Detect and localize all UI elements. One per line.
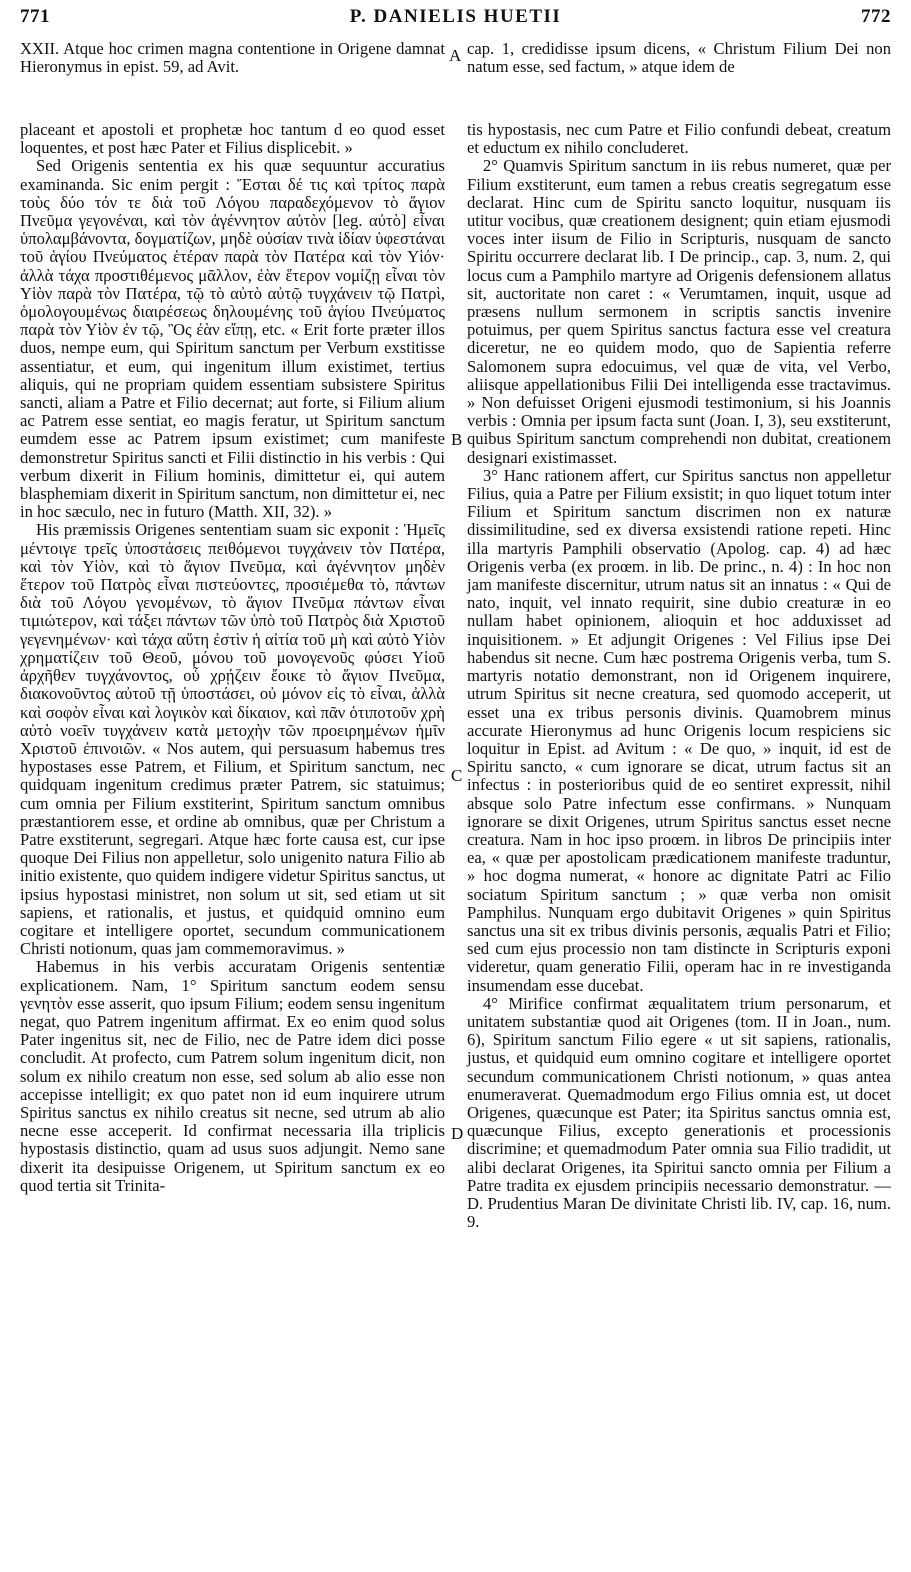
left-paragraph: placeant et apostoli et prophetæ hoc tantum d eo quod esset loquentes, et post hæc Pater et Filius displicebit. » [20,120,445,158]
margin-marker-b: B [451,430,463,449]
top-left-text: XXII. Atque hoc crimen magna contentione in Origene damnat Hieronymus in epist. 59, ad Avit. [20,39,445,77]
margin-marker-d: D [451,1124,464,1143]
right-paragraph: 3° Hanc rationem affert, cur Spiritus sanctus non appelletur Filius, quia a Patre per Filium exsistit; in quo liquet totum inter Filium et Spiritum sanctum discrimen non ex naturæ dissimilitudine, sed ex diversa exsistendi ratione repeti. Hinc illa martyris Pamphili observatio (Apolog. cap. 4) ad hæc Origenis verba (ex proœm. in lib. De princ., n. 4) : In hoc non jam manifeste discernitur, utrum natus sit an innatus : « Qui de nato, inquit, vel innato requirit, sine dubio creaturæ in eo nullam habet opinionem, alioquin et hoc adduxisset ad inquisitionem. » Et adjungit Origenes : Vel Filius ipse Dei habendus sit necne. Cum hæc postrema Origenis verba, tum S. martyris notatio demonstrant, non id Origenem inquirere, utrum Spiritus sit necne creatura, sed quomodo acceperit, ut esset una ex tribus personis divinis. Quamobrem minus accurate Hieronymus ad hunc Origenis locum respiciens sic loquitur in Epist. ad Avitum : « De quo, » inquit, id est de Spiritu sancto, « cum ignorare se dicat, utrum factus sit an infectus : in posterioribus quid de eo sentiret expressit, nihil absque solo Patre infectum esse confirmans. » Nunquam ignorare se dixit Origenes, utrum Spiritus sanctus esset necne creatura. Nam in hoc ipso proœm. in libros De principiis inter ea, « quæ per apostolicam prædicationem manifeste traduntur, » hoc dogma numerat, « honore ac dignitate Patri ac Filio sociatum Spiritum sanctum ; » quæ verba non omisit Pamphilus. Nunquam ergo dubitavit Origenes » quin Spiritus sanctus una sit ex tribus divinis personis, æqualis Patri et Filio; sed cum ejus processio non tam distincte in Scripturis exponi videretur, quam generatio Filii, operam hac in re investiganda insumendam esse ducebat. [467,465,891,995]
left-paragraph: His præmissis Origenes sententiam suam sic exponit : Ἡμεῖς μέντοιγε τρεῖς ὑποστάσεις πειθόμενοι τυγχάνειν τὸν Πατέρα, καὶ τὸν Υἱὸν, καὶ τὸ ἅγιον Πνεῦμα, καὶ ἀγέννητον μηδὲν ἕτερον τοῦ Πατρὸς εἶναι πιστεύοντες, προσιέμεθα τὸ, πάντων διὰ τοῦ Λόγου γενομένων, τὸ ἅγιον Πνεῦμα πάντων εἶναι τιμιώτερον, καὶ τάξει πάντων τῶν ὑπὸ τοῦ Πατρὸς διὰ Χριστοῦ γεγενημένων· καὶ τάχα αὕτη ἐστὶν ἡ αἰτία τοῦ μὴ καὶ αὐτὸ Υἱὸν χρηματίζειν τοῦ Θεοῦ, μόνου τοῦ μονογενοῦς φύσει Υἱοῦ ἀρχῆθεν τυγχάνοντος, οὗ χρῄζειν ἔοικε τὸ ἅγιον Πνεῦμα, διακονοῦντος αὐτοῦ τῇ ὑποστάσει, οὐ μόνον εἰς τὸ εἶναι, ἀλλὰ καὶ σοφὸν εἶναι καὶ λογικὸν καὶ δίκαιον, καὶ πᾶν ὁτιποτοῦν χρὴ αὐτὸ νοεῖν τυγχάνειν κατὰ μετοχὴν τῶν προειρημένων ἡμῖν Χριστοῦ ἐπινοιῶν. « Nos autem, qui persuasum habemus tres hypostases esse Patrem, et Filium, et Spiritum sanctum, nec quidquam ingenitum credimus præter Patrem, sic statuimus; cum omnia per Filium exstiterint, Spiritum sanctum omnibus præstantiorem esse, et ordine ab omnibus, quæ per Christum a Patre exstiterunt, segregari. Atque hæc forte causa est, cur ipse quoque Dei Filius non appelletur, solo unigenito natura Filio ab initio existente, quo quidem indigere videtur Spiritus sanctus, ut ipsius hypostasi ministret, non solum ut sit, sed etiam ut sit sapiens, et rationalis, et justus, et quidquid omnino eum cogitare et intelligere oportet, secundum communicationem Christi notionum, quas jam commemoravimus. » [20,520,445,959]
page-number-right: 772 [861,6,891,27]
right-paragraph: 2° Quamvis Spiritum sanctum in iis rebus numeret, quæ per Filium exstiterunt, eum tamen a rebus creatis segregatum esse declarat. Hinc cum de Spiritu sancto loquitur, nusquam iis utitur vocibus, quæ creationem designent; quin etiam ejusmodi voces inter iisum de Filio in Scripturis, nusquam de sancto Spiritu occurrere declarat lib. I De princip., cap. 3, num. 2, qui locus cum a Pamphilo martyre ad Origenis defensionem allatus sit, auctoritate non caret : « Verumtamen, inquit, usque ad præsens nullum sermonem in scriptis sanctis invenire potuimus, per quem Spiritus sanctus factura esse vel creatura diceretur, ne eo quidem modo, quo de Sapientia referre Salomonem supra edocuimus, vel quæ de vita, vel Verbo, aliisque appellationibus Filii Dei intelligenda esse tractavimus. » Non defuisset Origeni ejusmodi testimonium, si his Joannis verbis : Omnia per ipsum facta sunt (Joan. I, 3), seu exstiterunt, quibus Spiritum sanctum comprehendi non dubitat, creationem designari existimasset. [467,156,891,467]
left-paragraph: Sed Origenis sententia ex his quæ sequuntur accuratius examinanda. Sic enim pergit : Ἔσται δέ τις καὶ τρίτος παρὰ τοὺς δύο τόν τε διὰ τοῦ Λόγου παραδεχόμενον τὸ ἅγιον Πνεῦμα γεγονέναι, καὶ τὸν ἀγέννητον αὐτὸν [leg. αὐτὸ] εἶναι ὑπολαμβάνοντα, δογματίζων, μηδὲ οὐσίαν τινὰ ἰδίαν ὑφεστάναι τοῦ ἁγίου Πνεύματος ἑτέραν παρὰ τὸν Πατέρα καὶ τὸν Υἱόν· ἀλλὰ τάχα προστιθέμενος μᾶλλον, ἐὰν ἕτερον νομίζῃ εἶναι τὸν Υἱὸν παρὰ τὸν Πατέρα, τῷ τὸ αὐτὸ αὐτῷ τυγχάνειν τῷ Πατρὶ, ὁμολογουμένως διαιρέσεως δηλουμένης τοῦ ἁγίου Πνεύματος παρὰ τὸν Υἱὸν ἐν τῷ, Ὃς ἐὰν εἴπῃ, etc. « Erit forte præter illos duos, nempe eum, qui Spiritum sanctum per Verbum exstitisse assentiatur, et eum, qui ingenitum illum existimet, tertius aliquis, qui ne propriam quidem essentiam subsistere Spiritus sancti, aliam a Patre et Filio decernat; aut forte, si Filium alium ac Patrem esse sentiat, eo magis feratur, ut Spiritum sanctum eumdem esse ac Patrem ipsum existimet; cum manifeste demonstretur Spiritus sancti et Filii distinctio in his verbis : Qui verbum dixerit in Filium hominis, dimittetur ei, qui autem blasphemiam dixerit in Spiritum sanctum, non dimittetur ei, nec in hoc sæculo, nec in futuro (Matth. XII, 32). » [20,156,445,522]
left-column [20,121,445,1195]
running-title: P. DANIELIS HUETII [349,6,562,27]
margin-marker-c: C [451,766,463,785]
margin-marker-a: A [449,46,462,65]
right-column [467,121,891,1231]
top-left-paragraph [20,40,445,76]
right-paragraph: tis hypostasis, nec cum Patre et Filio confundi debeat, creatum et eductum ex nihilo concluderet. [467,120,891,158]
page-number-left: 771 [20,6,50,27]
top-right-text: cap. 1, credidisse ipsum dicens, « Christum Filium Dei non natum esse, sed factum, » atque idem de [467,39,891,77]
left-paragraph: Habemus in his verbis accuratam Origenis sententiæ explicationem. Nam, 1° Spiritum sanctum eodem sensu γενητὸν esse asserit, quo ipsum Filium; eodem sensu ingenitum negat, quo Patrem ingenitum affirmat. Ex eo enim quod solus Pater ingenitus sit, nec de Filio, nec de Patre idem dici posse concludit. At profecto, cum Patrem solum ingenitum dicit, non solum ex nihilo creatum non esse, sed solum ab alio esse non accepisse intelligit; ex quo patet non id eum inquirere utrum Spiritus sanctus ex nihilo creatus sit necne, sed utrum ab alio necne esse acceperit. Id confirmat necessaria illa triplicis hypostasis distinctio, quam ad usus suos adjungit. Nemo sane dixerit ita desipuisse Origenem, ut Spiritum sanctum ex eo quod tertia sit Trinita- [20,957,445,1195]
right-paragraph: 4° Mirifice confirmat æqualitatem trium personarum, et unitatem substantiæ quod ait Origenes (tom. II in Joan., num. 6), Spiritum sanctum Filio egere « ut sit sapiens, rationalis, justus, et quidquid eum omnino cogitare et intelligere oportet secundum communicationem Christi notionum, » quas antea enumeraverat. Quemadmodum ergo Filius omnia est, ut docet Origenes, quæcunque est Pater; ita Spiritus sanctus omnia est, quæcunque Filius, excepto generationis et processionis discrimine; et quemadmodum Pater omnia sua Filio tradidit, ut alibi declarat Origenes, ita Spiritui sancto omnia per Filium a Patre tradita ex ejusdem principiis necessario demonstratur. — D. Prudentius Maran De divinitate Christi lib. IV, cap. 16, num. 9. [467,993,891,1232]
top-right-paragraph [467,40,891,76]
